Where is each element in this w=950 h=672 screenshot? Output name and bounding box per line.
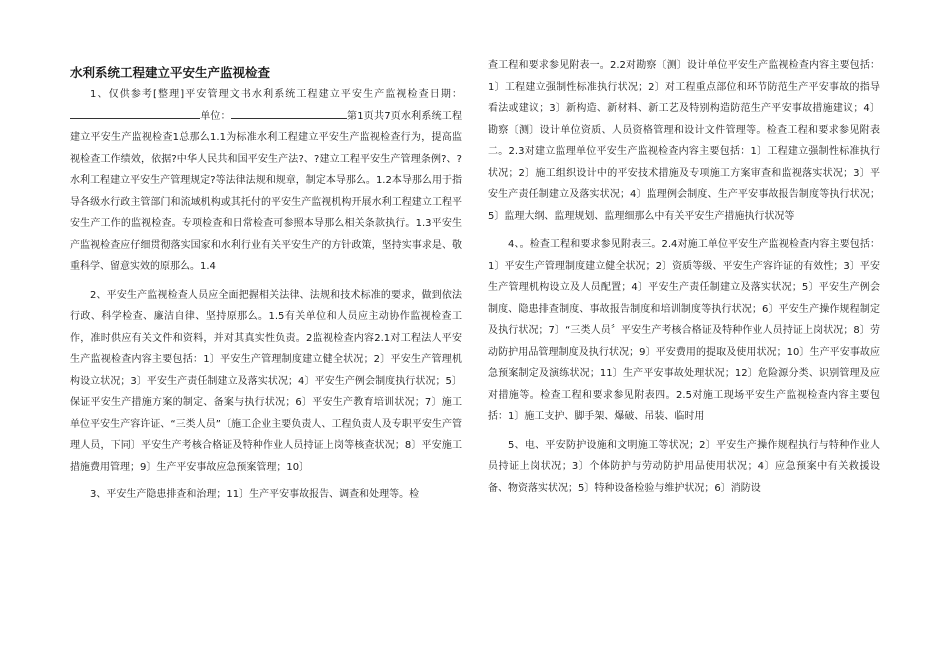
paragraph-1-text-a: 1、仅供参考[整理]平安管理文书水利系统工程建立平安生产监视检查日期： [90, 89, 462, 100]
paragraph-3: 3、平安生产隐患排查和治理；11〕生产平安事故报告、调查和处理等。检 [90, 489, 420, 500]
date-blank [70, 106, 200, 119]
unit-blank [231, 106, 347, 119]
paragraph-1 [70, 84, 462, 278]
paragraph-1-text-c: 第1页共7页水利系统工程建立平安生产监视检查1总那么1.1为标准水利工程建立平安生产监视检查行为，提高监视检查工作绩效，依据?中华人民共和国平安生产法?、?建立工程平安生产管理条例?、?水利工程建立平安生产管理规定?等法律法规和规章，制定本导那么。1.2本导那么用于指导各级水行政主管部门和流域机构或其托付的平安生产监视机构开展水利工程建立工程平安生产工作的监视检查。专项检查和日常检查可参照本导那么相关条款执行。1.3平安生产监视检查应仔细贯彻落实国家和水利行业有关平安生产的方针政策，坚持实事求是、敬重科学、留意实效的原那么。1.4 [70, 110, 463, 272]
paragraph-3-continued: 查工程和要求参见附表一。2.2对勘察〔测〕设计单位平安生产监视检查内容主要包括：1〕工程建立强制性标准执行状况；2〕对工程重点部位和环节防范生产平安事故的指导看法或建议；3〕新构造、新材料、新工艺及特别构造防范生产平安事故措施建议；4〕勘察〔测〕设计单位资质、人员资格管理和设计文件管理等。检查工程和要求参见附表二。2.3对建立监理单位平安生产监视检查内容主要包括：1〕工程建立强制性标准执行状况；2〕施工组织设计中的平安技术措施及专项施工方案审查和监视落实状况；3〕平安生产责任制建立及落实状况；4〕监理例会制度、生产平安事故报告制度等执行状况；5〕监理大纲、监理规划、监理细那么中有关平安生产措施执行状况等 [488, 60, 880, 222]
paragraph-2: 2、平安生产监视检查人员应全面把握相关法律、法规和技术标准的要求，做到依法行政、科学检查、廉洁自律、坚持原那么。1.5有关单位和人员应主动协作监视检查工作，准时供应有关文件和资料，并对其真实性负责。2监视检查内容2.1对工程法人平安生产监视检查内容主要包括：1〕平安生产管理制度建立健全状况；2〕平安生产管理机构设立状况；3〕平安生产责任制建立及落实状况；4〕平安生产例会制度执行状况；5〕保证平安生产措施方案的制定、备案与执行状况；6〕平安生产教育培训状况；7〕施工单位平安生产容许证、“三类人员”〔施工企业主要负责人、工程负责人及专职平安生产管理人员，下同〕平安生产考核合格证及特种作业人员持证上岗等核查状况；8〕平安施工措施费用管理；9〕生产平安事故应急预案管理；10〕 [70, 289, 462, 473]
right-column [488, 56, 880, 499]
paragraph-1-text-b: 单位： [200, 110, 231, 122]
left-column [70, 56, 462, 506]
paragraph-5: 5、电、平安防护设施和文明施工等状况；2〕平安生产操作规程执行与特种作业人员持证上岗状况；3〕个体防护与劳动防护用品使用状况；4〕应急预案中有关救援设备、物资落实状况；5〕特种设备检验与维护状况；6〕消防设 [488, 439, 880, 494]
document-title: 水利系统工程建立平安生产监视检查 [70, 65, 271, 80]
paragraph-4: 4、。检查工程和要求参见附表三。2.4对施工单位平安生产监视检查内容主要包括：1〕平安生产管理制度建立健全状况；2〕资质等级、平安生产容许证的有效性；3〕平安生产管理机构设立及人员配置；4〕平安生产责任制建立及落实状况；5〕平安生产例会制度、隐患排查制度、事故报告制度和培训制度等执行状况；6〕平安生产操作规程制定及执行状况；7〕“三类人员〞平安生产考核合格证及特种作业人员持证上岗状况；8〕劳动防护用品管理制度及执行状况；9〕平安费用的提取及使用状况；10〕生产平安事故应急预案制定及演练状况；11〕生产平安事故处理状况；12〕危险源分类、识别管理及应对措施等。检查工程和要求参见附表四。2.5对施工现场平安生产监视检查内容主要包括：1〕施工支护、脚手架、爆破、吊装、临时用 [488, 239, 880, 422]
